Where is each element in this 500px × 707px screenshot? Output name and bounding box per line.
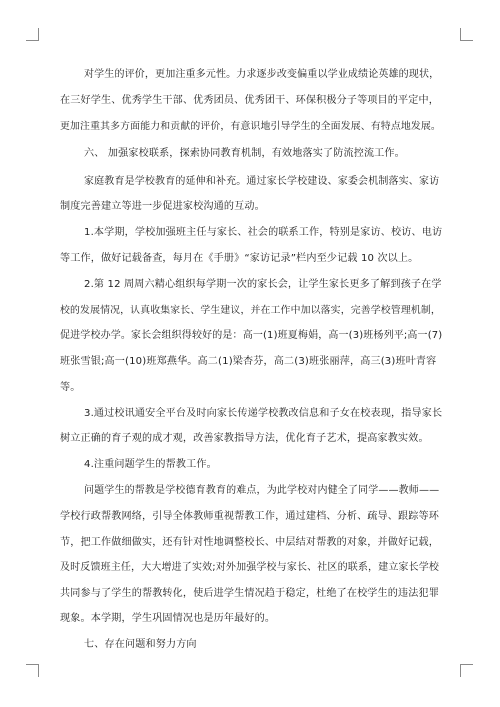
crop-mark-top-right (460, 28, 473, 41)
section-heading-six: 六、 加强家校联系，探索协同教育机制，有效地落实了防流控流工作。 (84, 148, 405, 159)
text-line: 对学生的评价，更加注重多元性。力求逐步改变偏重以学业成绩论英雄的现状， (84, 69, 440, 80)
text-line: 树立正确的育子观的成才观，改善家教指导方法，优化育子艺术，提高家教实效。 (60, 433, 429, 444)
text-line: 4.注重问题学生的帮教工作。 (84, 459, 217, 470)
text-line: 及时反馈班主任，大大增进了实效;对外加强学校与家长、社区的联系，建立家长学校 (60, 562, 440, 573)
text-line: 促进学校办学。家长会组织得较好的是：高一(1)班夏梅娟，高一(3)班杨列平;高一(7) (60, 330, 443, 341)
text-line: 等工作，做好记载备查，每月在《手册》“家访记录”栏内至少记载 10 次以上。 (60, 253, 419, 264)
section-heading-seven: 七、存在问题和努力方向 (84, 639, 197, 650)
text-line: 班张雪银;高一(10)班郑燕华。高二(1)梁杏芬，高二(3)班张丽萍，高三(3)班叶青容 (60, 356, 437, 367)
text-line: 更加注重其多方面能力和贡献的评价，有意识地引导学生的全面发展、有特点地发展。 (60, 121, 441, 132)
text-line: 等。 (60, 382, 81, 393)
text-line: 家庭教育是学校教育的延伸和补充。通过家长学校建设、家委会机制落实、家访 (84, 176, 440, 187)
text-line: 2.第 12 周周六精心组织每学期一次的家长会，让学生家长更多了解到孩子在学 (84, 279, 442, 290)
text-line: 在三好学生、优秀学生干部、优秀团员、优秀团干、环保积极分子等项目的平定中， (60, 95, 440, 106)
text-line: 校的发展情况，认真收集家长、学生建议，并在工作中加以落实，完善学校管理机制， (60, 305, 441, 316)
text-line: 共同参与了学生的帮教转化，使后进学生情况趋于稳定，杜绝了在校学生的违法犯罪 (60, 588, 440, 599)
text-line: 1.本学期，学校加强班主任与家长、社会的联系工作，特别是家访、校访、电访 (84, 227, 443, 238)
text-line: 3.通过校讯通安全平台及时向家长传递学校教改信息和子女在校表现，指导家长 (84, 408, 443, 419)
text-line: 现象。本学期，学生巩固情况也是历年最好的。 (60, 613, 276, 624)
crop-mark-top-left (26, 28, 39, 41)
text-line: 节，把工作做细做实，还有针对性地调整校长、中层结对帮教的对象，并做好记载， (60, 537, 440, 548)
crop-mark-bottom-left (26, 664, 39, 677)
text-line: 问题学生的帮教是学校德育教育的难点，为此学校对内健全了同学——教师—— (84, 485, 440, 496)
text-line: 学校行政帮教网络，引导全体教师重视帮教工作，通过建档、分析、疏导、跟踪等环 (60, 511, 440, 522)
text-line: 制度完善建立等进一步促进家校沟通的互动。 (60, 201, 265, 212)
crop-mark-bottom-right (460, 664, 473, 677)
